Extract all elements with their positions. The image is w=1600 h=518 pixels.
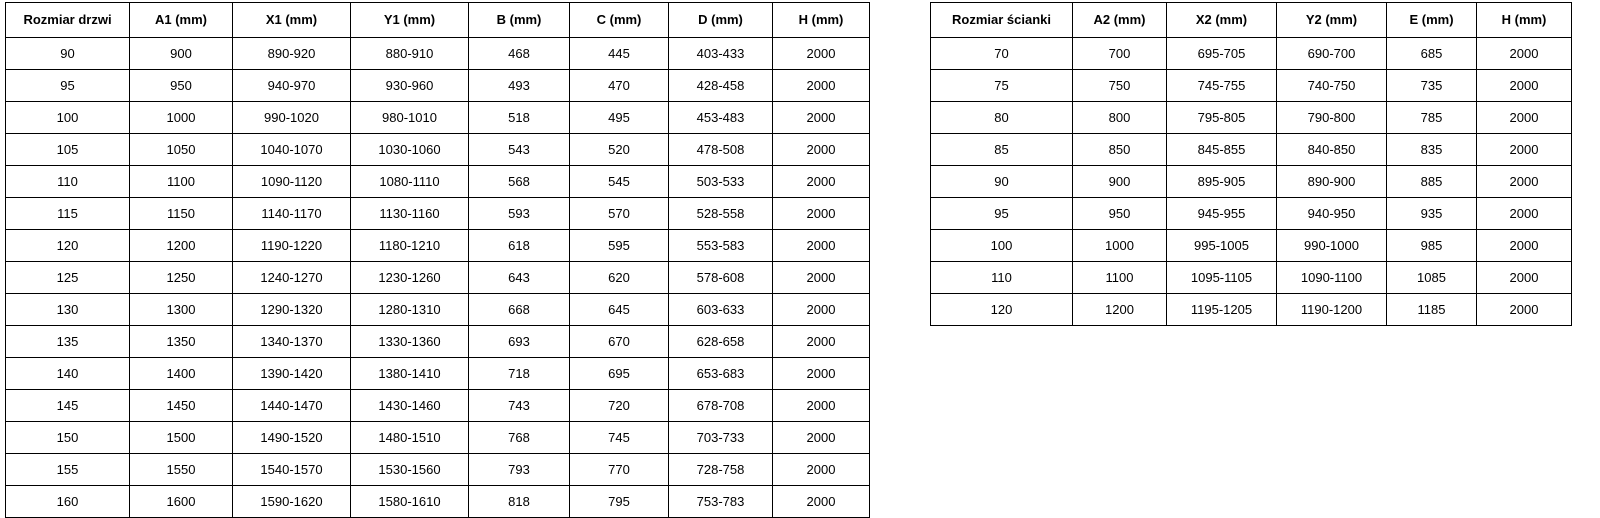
table-cell: 1130-1160 [351, 198, 469, 230]
column-header: E (mm) [1387, 3, 1477, 38]
table-cell: 503-533 [669, 166, 773, 198]
table-cell: 1390-1420 [233, 358, 351, 390]
table-cell: 668 [469, 294, 570, 326]
table-row [6, 262, 870, 294]
doors-size-table [5, 2, 870, 518]
table-row [931, 102, 1572, 134]
table-cell: 940-950 [1277, 198, 1387, 230]
table-row [6, 70, 870, 102]
table-cell: 1400 [130, 358, 233, 390]
table-cell: 453-483 [669, 102, 773, 134]
table-cell: 403-433 [669, 38, 773, 70]
table-cell: 135 [6, 326, 130, 358]
table-cell: 80 [931, 102, 1073, 134]
table-cell: 553-583 [669, 230, 773, 262]
table-cell: 690-700 [1277, 38, 1387, 70]
table-cell: 495 [570, 102, 669, 134]
table-cell: 890-920 [233, 38, 351, 70]
table-cell: 105 [6, 134, 130, 166]
table-cell: 603-633 [669, 294, 773, 326]
table-cell: 735 [1387, 70, 1477, 102]
table-cell: 1190-1200 [1277, 294, 1387, 326]
table-cell: 2000 [773, 326, 870, 358]
column-header: X2 (mm) [1167, 3, 1277, 38]
table-cell: 890-900 [1277, 166, 1387, 198]
table-cell: 75 [931, 70, 1073, 102]
table-cell: 995-1005 [1167, 230, 1277, 262]
table-cell: 2000 [1477, 102, 1572, 134]
table-cell: 985 [1387, 230, 1477, 262]
table-cell: 785 [1387, 102, 1477, 134]
table-row [931, 70, 1572, 102]
table-row [6, 230, 870, 262]
table-header-row [6, 3, 870, 38]
table-cell: 1040-1070 [233, 134, 351, 166]
table-cell: 428-458 [669, 70, 773, 102]
column-header: D (mm) [669, 3, 773, 38]
column-header: C (mm) [570, 3, 669, 38]
table-cell: 628-658 [669, 326, 773, 358]
table-cell: 2000 [773, 102, 870, 134]
table-cell: 745 [570, 422, 669, 454]
table-cell: 2000 [1477, 70, 1572, 102]
table-cell: 1500 [130, 422, 233, 454]
walls-size-table [930, 2, 1572, 326]
table-row [6, 390, 870, 422]
table-row [6, 422, 870, 454]
table-cell: 593 [469, 198, 570, 230]
table-row [6, 38, 870, 70]
table-cell: 2000 [1477, 134, 1572, 166]
table-cell: 1090-1100 [1277, 262, 1387, 294]
table-cell: 800 [1073, 102, 1167, 134]
table-cell: 1200 [130, 230, 233, 262]
table-cell: 1250 [130, 262, 233, 294]
table-cell: 720 [570, 390, 669, 422]
table-cell: 2000 [773, 230, 870, 262]
table-cell: 990-1000 [1277, 230, 1387, 262]
table-cell: 740-750 [1277, 70, 1387, 102]
table-cell: 1000 [1073, 230, 1167, 262]
table-cell: 90 [931, 166, 1073, 198]
table-cell: 930-960 [351, 70, 469, 102]
table-cell: 700 [1073, 38, 1167, 70]
column-header: H (mm) [1477, 3, 1572, 38]
table-cell: 1050 [130, 134, 233, 166]
table-cell: 670 [570, 326, 669, 358]
table-cell: 1185 [1387, 294, 1477, 326]
table-cell: 518 [469, 102, 570, 134]
table-row [6, 486, 870, 518]
table-cell: 2000 [773, 134, 870, 166]
table-cell: 470 [570, 70, 669, 102]
table-cell: 1280-1310 [351, 294, 469, 326]
table-cell: 570 [570, 198, 669, 230]
table-cell: 895-905 [1167, 166, 1277, 198]
table-cell: 1430-1460 [351, 390, 469, 422]
table-cell: 1480-1510 [351, 422, 469, 454]
table-cell: 703-733 [669, 422, 773, 454]
table-cell: 1090-1120 [233, 166, 351, 198]
table-cell: 1030-1060 [351, 134, 469, 166]
table-cell: 90 [6, 38, 130, 70]
table-cell: 643 [469, 262, 570, 294]
table-cell: 478-508 [669, 134, 773, 166]
table-row [6, 134, 870, 166]
table-cell: 85 [931, 134, 1073, 166]
table-cell: 493 [469, 70, 570, 102]
table-body [931, 38, 1572, 326]
table-cell: 695 [570, 358, 669, 390]
table-cell: 790-800 [1277, 102, 1387, 134]
table-cell: 2000 [1477, 262, 1572, 294]
table-cell: 1540-1570 [233, 454, 351, 486]
table-cell: 940-970 [233, 70, 351, 102]
table-cell: 1590-1620 [233, 486, 351, 518]
table-cell: 718 [469, 358, 570, 390]
table-cell: 140 [6, 358, 130, 390]
table-row [931, 294, 1572, 326]
table-cell: 120 [931, 294, 1073, 326]
table-cell: 2000 [1477, 38, 1572, 70]
table-cell: 125 [6, 262, 130, 294]
table-cell: 2000 [773, 38, 870, 70]
table-cell: 100 [6, 102, 130, 134]
column-header: B (mm) [469, 3, 570, 38]
table-cell: 795-805 [1167, 102, 1277, 134]
doors-size-table-container [5, 2, 870, 518]
table-cell: 935 [1387, 198, 1477, 230]
table-row [931, 134, 1572, 166]
table-cell: 2000 [773, 358, 870, 390]
table-row [6, 198, 870, 230]
table-cell: 545 [570, 166, 669, 198]
table-cell: 845-855 [1167, 134, 1277, 166]
table-cell: 1580-1610 [351, 486, 469, 518]
table-cell: 130 [6, 294, 130, 326]
table-cell: 95 [6, 70, 130, 102]
table-cell: 1550 [130, 454, 233, 486]
table-row [6, 454, 870, 486]
table-cell: 885 [1387, 166, 1477, 198]
table-row [6, 326, 870, 358]
table-row [6, 102, 870, 134]
column-header: Y1 (mm) [351, 3, 469, 38]
table-cell: 645 [570, 294, 669, 326]
table-cell: 950 [130, 70, 233, 102]
table-cell: 2000 [773, 198, 870, 230]
table-cell: 520 [570, 134, 669, 166]
table-cell: 2000 [773, 262, 870, 294]
table-cell: 2000 [773, 390, 870, 422]
table-cell: 160 [6, 486, 130, 518]
table-cell: 145 [6, 390, 130, 422]
table-cell: 1100 [1073, 262, 1167, 294]
table-cell: 1330-1360 [351, 326, 469, 358]
column-header: Rozmiar ścianki [931, 3, 1073, 38]
table-cell: 543 [469, 134, 570, 166]
table-row [6, 358, 870, 390]
table-cell: 115 [6, 198, 130, 230]
table-cell: 1450 [130, 390, 233, 422]
table-header-row [931, 3, 1572, 38]
table-cell: 445 [570, 38, 669, 70]
table-cell: 990-1020 [233, 102, 351, 134]
table-cell: 900 [130, 38, 233, 70]
table-cell: 1200 [1073, 294, 1167, 326]
table-cell: 653-683 [669, 358, 773, 390]
table-cell: 770 [570, 454, 669, 486]
table-cell: 693 [469, 326, 570, 358]
table-cell: 578-608 [669, 262, 773, 294]
table-cell: 793 [469, 454, 570, 486]
table-cell: 2000 [773, 486, 870, 518]
table-row [931, 198, 1572, 230]
column-header: A1 (mm) [130, 3, 233, 38]
table-cell: 2000 [773, 166, 870, 198]
table-cell: 900 [1073, 166, 1167, 198]
table-cell: 753-783 [669, 486, 773, 518]
table-cell: 1490-1520 [233, 422, 351, 454]
column-header: H (mm) [773, 3, 870, 38]
table-cell: 818 [469, 486, 570, 518]
table-cell: 880-910 [351, 38, 469, 70]
table-cell: 2000 [1477, 294, 1572, 326]
table-cell: 1140-1170 [233, 198, 351, 230]
table-cell: 618 [469, 230, 570, 262]
table-cell: 1195-1205 [1167, 294, 1277, 326]
table-cell: 743 [469, 390, 570, 422]
table-cell: 945-955 [1167, 198, 1277, 230]
table-cell: 1190-1220 [233, 230, 351, 262]
table-cell: 835 [1387, 134, 1477, 166]
table-row [931, 38, 1572, 70]
table-cell: 685 [1387, 38, 1477, 70]
column-header: Y2 (mm) [1277, 3, 1387, 38]
table-cell: 110 [931, 262, 1073, 294]
table-cell: 840-850 [1277, 134, 1387, 166]
table-cell: 678-708 [669, 390, 773, 422]
table-cell: 1300 [130, 294, 233, 326]
table-cell: 95 [931, 198, 1073, 230]
table-cell: 750 [1073, 70, 1167, 102]
table-cell: 100 [931, 230, 1073, 262]
table-cell: 528-558 [669, 198, 773, 230]
table-cell: 2000 [773, 422, 870, 454]
table-cell: 1600 [130, 486, 233, 518]
table-cell: 155 [6, 454, 130, 486]
table-cell: 620 [570, 262, 669, 294]
column-header: A2 (mm) [1073, 3, 1167, 38]
table-row [931, 166, 1572, 198]
table-cell: 150 [6, 422, 130, 454]
table-body [6, 38, 870, 518]
table-cell: 1290-1320 [233, 294, 351, 326]
table-cell: 1440-1470 [233, 390, 351, 422]
table-cell: 1150 [130, 198, 233, 230]
table-row [931, 262, 1572, 294]
table-row [6, 294, 870, 326]
table-cell: 1180-1210 [351, 230, 469, 262]
column-header: X1 (mm) [233, 3, 351, 38]
table-cell: 1380-1410 [351, 358, 469, 390]
table-cell: 1230-1260 [351, 262, 469, 294]
table-cell: 1530-1560 [351, 454, 469, 486]
table-row [931, 230, 1572, 262]
table-cell: 595 [570, 230, 669, 262]
table-cell: 2000 [1477, 166, 1572, 198]
table-cell: 1100 [130, 166, 233, 198]
table-cell: 1350 [130, 326, 233, 358]
column-header: Rozmiar drzwi [6, 3, 130, 38]
table-cell: 2000 [1477, 198, 1572, 230]
table-cell: 745-755 [1167, 70, 1277, 102]
walls-size-table-container [930, 2, 1572, 326]
table-cell: 2000 [773, 294, 870, 326]
table-cell: 1240-1270 [233, 262, 351, 294]
table-cell: 695-705 [1167, 38, 1277, 70]
table-cell: 728-758 [669, 454, 773, 486]
table-cell: 1085 [1387, 262, 1477, 294]
table-cell: 2000 [1477, 230, 1572, 262]
table-cell: 110 [6, 166, 130, 198]
table-cell: 850 [1073, 134, 1167, 166]
table-cell: 795 [570, 486, 669, 518]
table-cell: 1000 [130, 102, 233, 134]
table-cell: 1340-1370 [233, 326, 351, 358]
table-cell: 2000 [773, 454, 870, 486]
table-cell: 950 [1073, 198, 1167, 230]
table-cell: 980-1010 [351, 102, 469, 134]
table-cell: 2000 [773, 70, 870, 102]
table-cell: 1095-1105 [1167, 262, 1277, 294]
table-cell: 1080-1110 [351, 166, 469, 198]
table-row [6, 166, 870, 198]
table-cell: 768 [469, 422, 570, 454]
table-cell: 70 [931, 38, 1073, 70]
table-cell: 568 [469, 166, 570, 198]
table-cell: 120 [6, 230, 130, 262]
table-cell: 468 [469, 38, 570, 70]
